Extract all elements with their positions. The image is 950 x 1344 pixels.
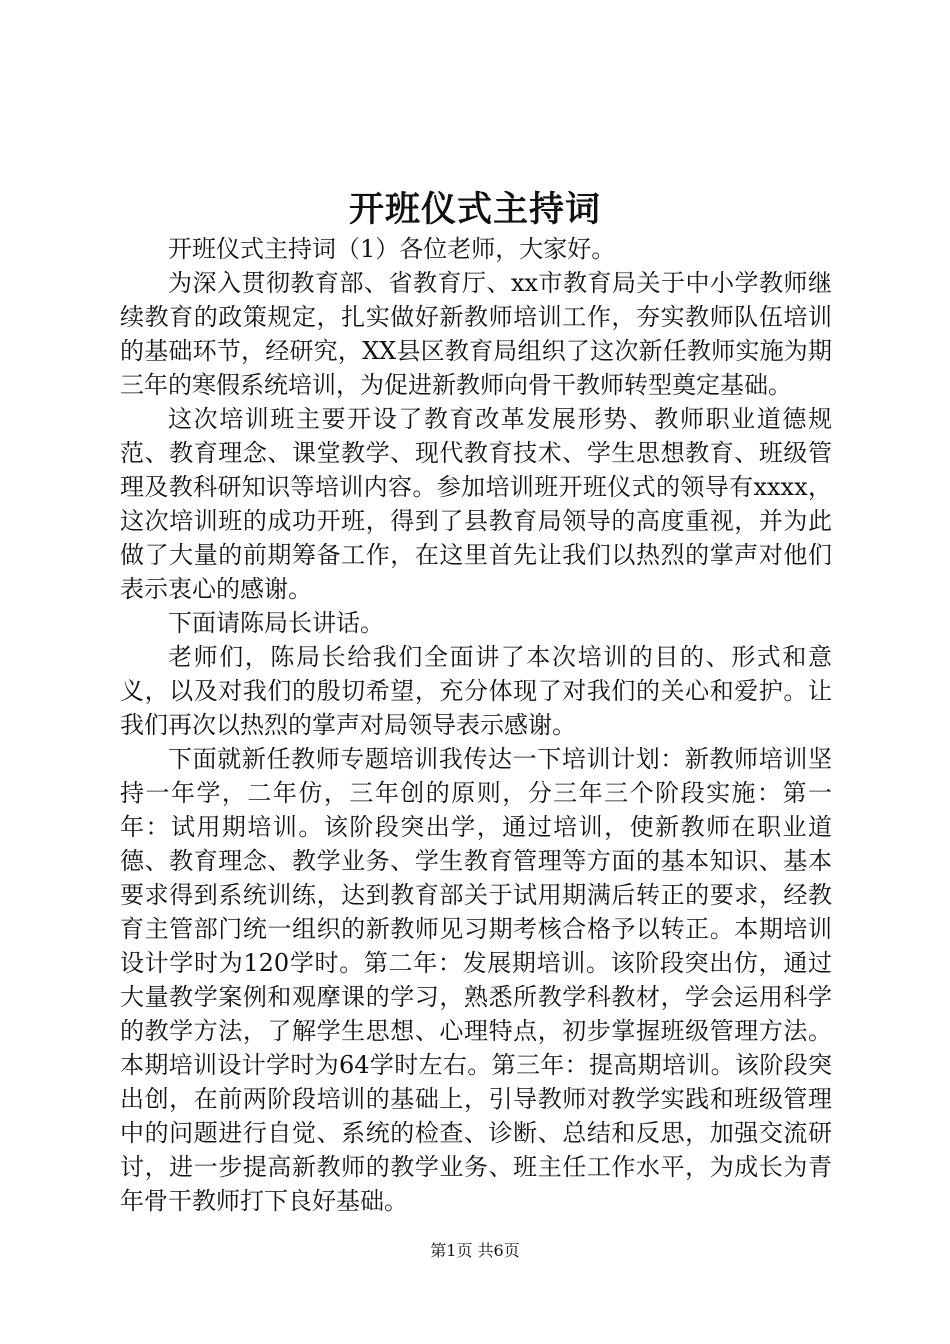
paragraph-content: 这次培训班主要开设了教育改革发展形势、教师职业道德规范、教育理念、课堂教学、现代教育技术、学生思想教育、班级管理及教科研知识等培训内容。参加培训班开班仪式的领导有xxxx，这次培训班的成功开班，得到了县教育局领导的高度重视，并为此做了大量的前期筹备工作，在这里首先让我们以热烈的掌声对他们表示衷心的感谢。	[120, 405, 832, 603]
paragraph-training-plan: 下面就新任教师专题培训我传达一下培训计划：新教师培训坚持一年学，二年仿，三年创的原则，分三年三个阶段实施：第一年：试用期培训。该阶段突出学，通过培训，使新教师在职业道德、教育理念、教学业务、学生教育管理等方面的基本知识、基本要求得到系统训练，达到教育部关于试用期满后转正的要求，经教育主管部门统一组织的新教师见习期考核合格予以转正。本期培训设计学时为120学时。第二年：发展期培训。该阶段突出仿，通过大量教学案例和观摩课的学习，熟悉所教学科教材，学会运用科学的教学方法，了解学生思想、心理特点，初步掌握班级管理方法。本期培训设计学时为64学时左右。第三年：提高期培训。该阶段突出创，在前两阶段培训的基础上，引导教师对教学实践和班级管理中的问题进行自觉、系统的检查、诊断、总结和反思，加强交流研讨，进一步提高新教师的教学业务、班主任工作水平，为成长为青年骨干教师打下良好基础。	[120, 745, 832, 1215]
paragraph-thanks: 老师们，陈局长给我们全面讲了本次培训的目的、形式和意义，以及对我们的殷切希望，充分体现了对我们的关心和爱护。让我们再次以热烈的掌声对局领导表示感谢。	[120, 643, 832, 739]
paragraph-purpose: 为深入贯彻教育部、省教育厅、xx市教育局关于中小学教师继续教育的政策规定，扎实做好新教师培训工作，夯实教师队伍培训的基础环节，经研究，XX县区教育局组织了这次新任教师实施为期三年的寒假系统培训，为促进新教师向骨干教师转型奠定基础。	[120, 269, 832, 399]
document-body	[120, 232, 832, 1218]
page-number-footer: 第1页 共6页	[430, 1241, 520, 1260]
document-title: 开班仪式主持词	[348, 189, 601, 230]
paragraph-greeting: 开班仪式主持词（1）各位老师，大家好。	[168, 235, 616, 263]
paragraph-speech-intro: 下面请陈局长讲话。	[168, 609, 384, 637]
